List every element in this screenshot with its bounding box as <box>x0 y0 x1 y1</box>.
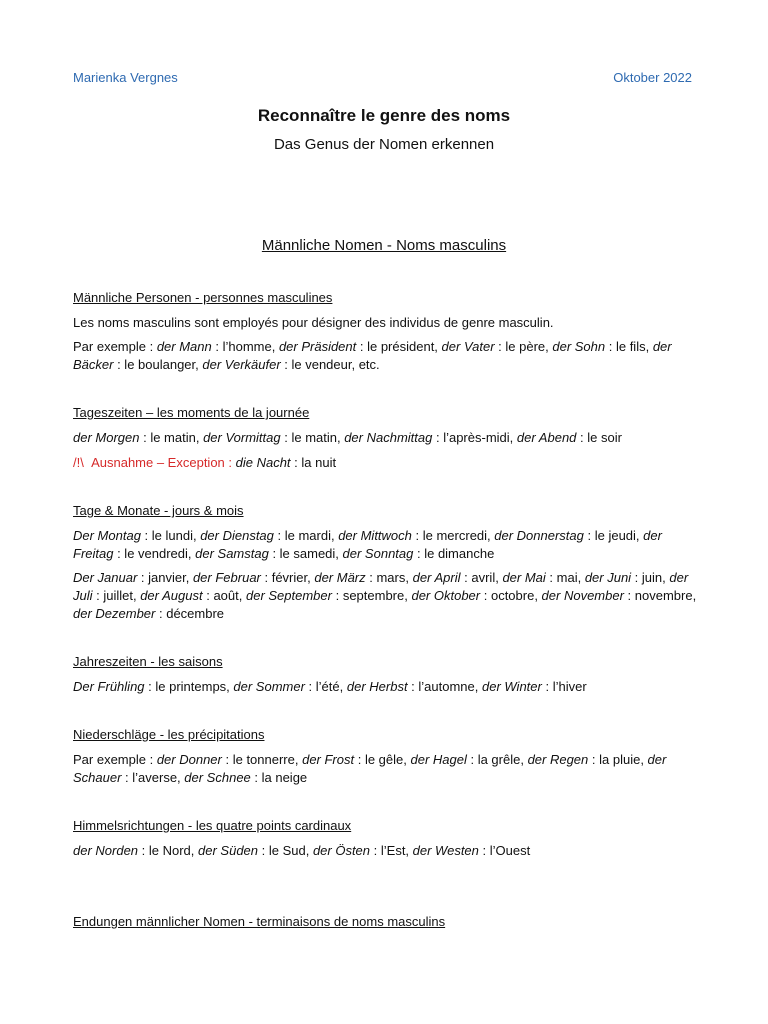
subheading-endungen: Endungen männlicher Nomen - terminaisons de noms masculins <box>73 914 446 929</box>
german-term: der Dezember <box>73 606 156 621</box>
german-term: der Mai <box>502 570 546 585</box>
german-term: der Mittwoch <box>338 528 412 543</box>
french-translation: : décembre <box>155 606 225 621</box>
german-term: der Frost <box>302 752 355 767</box>
german-term: der Mann <box>156 339 212 354</box>
warning-icon: /!\ <box>73 455 84 470</box>
french-translation: : l’après-midi, <box>432 430 517 445</box>
french-translation: : le Nord, <box>138 843 199 858</box>
cardinal-points-examples <box>73 842 698 860</box>
german-term: der Präsident <box>278 339 357 354</box>
tageszeiten-examples <box>73 429 698 447</box>
french-translation: : la pluie, <box>588 752 648 767</box>
french-translation: : septembre, <box>331 588 412 603</box>
german-term: Der Januar <box>73 570 138 585</box>
french-translation: : le mardi, <box>273 528 339 543</box>
german-term: der Vater <box>441 339 495 354</box>
subheading-himmelsrichtungen: Himmelsrichtungen - les quatre points cardinaux <box>73 818 352 833</box>
french-translation: : le fils, <box>605 339 653 354</box>
german-term: der Bäcker <box>73 339 672 372</box>
french-translation: : le vendeur, etc. <box>280 357 380 372</box>
french-translation: : le Sud, <box>258 843 313 858</box>
german-term: der Hagel <box>410 752 467 767</box>
french-translation: : le matin, <box>139 430 204 445</box>
french-translation: : le président, <box>356 339 442 354</box>
exception-translation: : la nuit <box>290 455 337 470</box>
german-term: der Östen <box>312 843 371 858</box>
german-term: der August <box>140 588 203 603</box>
precipitation-examples <box>73 751 698 787</box>
german-term: der Süden <box>198 843 259 858</box>
german-term: der Westen <box>412 843 479 858</box>
french-translation: : l’Est, <box>370 843 413 858</box>
tageszeiten-exception <box>73 454 698 472</box>
german-term: der Morgen <box>73 430 140 445</box>
french-translation: : l’Ouest <box>478 843 531 858</box>
german-term: Der Montag <box>73 528 141 543</box>
precipitation-ex-prefix: Par exemple : <box>73 752 157 767</box>
french-translation: : le vendredi, <box>113 546 196 561</box>
german-term: der Juli <box>73 570 689 603</box>
french-translation: : le jeudi, <box>583 528 644 543</box>
french-translation: : janvier, <box>137 570 193 585</box>
german-term: der Sohn <box>552 339 606 354</box>
exception-label: Ausnahme – Exception : <box>91 455 232 470</box>
personen-ex-prefix: Par exemple : <box>73 339 157 354</box>
precipitation-ex-list <box>73 752 666 785</box>
french-translation: : le mercredi, <box>411 528 495 543</box>
french-translation: : le boulanger, <box>113 357 203 372</box>
german-term: der Herbst <box>346 679 408 694</box>
french-translation: : mai, <box>545 570 585 585</box>
french-translation: : le père, <box>494 339 553 354</box>
french-translation: : le samedi, <box>268 546 343 561</box>
subheading-tageszeiten: Tageszeiten – les moments de la journée <box>73 405 310 420</box>
french-translation: : juillet, <box>92 588 141 603</box>
german-term: der Norden <box>73 843 139 858</box>
german-term: der Februar <box>192 570 261 585</box>
subheading-jahreszeiten: Jahreszeiten - les saisons <box>73 654 223 669</box>
french-translation: : juin, <box>631 570 670 585</box>
section-heading-masculine: Männliche Nomen - Noms masculins <box>261 237 507 254</box>
german-term: der April <box>412 570 461 585</box>
page-subtitle: Das Genus der Nomen erkennen <box>273 136 495 153</box>
french-translation: : le lundi, <box>140 528 201 543</box>
german-term: der Schnee <box>184 770 251 785</box>
french-translation: : l’averse, <box>121 770 185 785</box>
document-date: Oktober 2022 <box>613 70 692 85</box>
french-translation: : l’été, <box>304 679 347 694</box>
german-term: der März <box>314 570 366 585</box>
french-translation: : la neige <box>250 770 308 785</box>
german-term: der September <box>245 588 332 603</box>
german-term: der Freitag <box>73 528 662 561</box>
german-term: der Donner <box>156 752 222 767</box>
author-name: Marienka Vergnes <box>73 70 178 85</box>
german-term: der Schauer <box>73 752 667 785</box>
german-term: der Winter <box>482 679 542 694</box>
days-examples <box>73 527 698 563</box>
german-term: der Sommer <box>233 679 305 694</box>
german-term: der Nachmittag <box>344 430 433 445</box>
personen-examples <box>73 338 698 374</box>
subheading-niederschlaege: Niederschläge - les précipitations <box>73 727 265 742</box>
german-term: der Samstag <box>195 546 269 561</box>
german-term: Der Frühling <box>73 679 145 694</box>
french-translation: : l’homme, <box>211 339 279 354</box>
german-term: der Verkäufer <box>202 357 281 372</box>
french-translation: : août, <box>202 588 246 603</box>
french-translation: : le gêle, <box>354 752 411 767</box>
french-translation: : mars, <box>365 570 413 585</box>
german-term: der November <box>541 588 624 603</box>
french-translation: : novembre, <box>623 588 697 603</box>
french-translation: : le tonnerre, <box>221 752 303 767</box>
french-translation: : l’hiver <box>541 679 587 694</box>
personen-ex-list <box>73 339 672 372</box>
french-translation: : octobre, <box>480 588 542 603</box>
months-examples <box>73 569 698 623</box>
french-translation: : le matin, <box>280 430 345 445</box>
exception-word: die Nacht <box>235 455 291 470</box>
french-translation: : l’automne, <box>407 679 482 694</box>
french-translation: : la grêle, <box>466 752 528 767</box>
personen-intro: Les noms masculins sont employés pour désigner des individus de genre masculin. <box>73 315 554 330</box>
german-term: der Dienstag <box>200 528 274 543</box>
subheading-tage-monate: Tage & Monate - jours & mois <box>73 503 244 518</box>
german-term: der Sonntag <box>342 546 414 561</box>
french-translation: : février, <box>260 570 315 585</box>
french-translation: : le dimanche <box>413 546 495 561</box>
french-translation: : le soir <box>576 430 622 445</box>
german-term: der Oktober <box>411 588 481 603</box>
french-translation: : avril, <box>460 570 503 585</box>
german-term: der Juni <box>584 570 632 585</box>
subheading-personen: Männliche Personen - personnes masculines <box>73 290 333 305</box>
german-term: der Abend <box>516 430 577 445</box>
german-term: der Vormittag <box>203 430 281 445</box>
page-title: Reconnaître le genre des noms <box>257 106 511 125</box>
german-term: der Regen <box>527 752 589 767</box>
seasons-examples <box>73 678 698 696</box>
german-term: der Donnerstag <box>494 528 584 543</box>
french-translation: : le printemps, <box>144 679 234 694</box>
